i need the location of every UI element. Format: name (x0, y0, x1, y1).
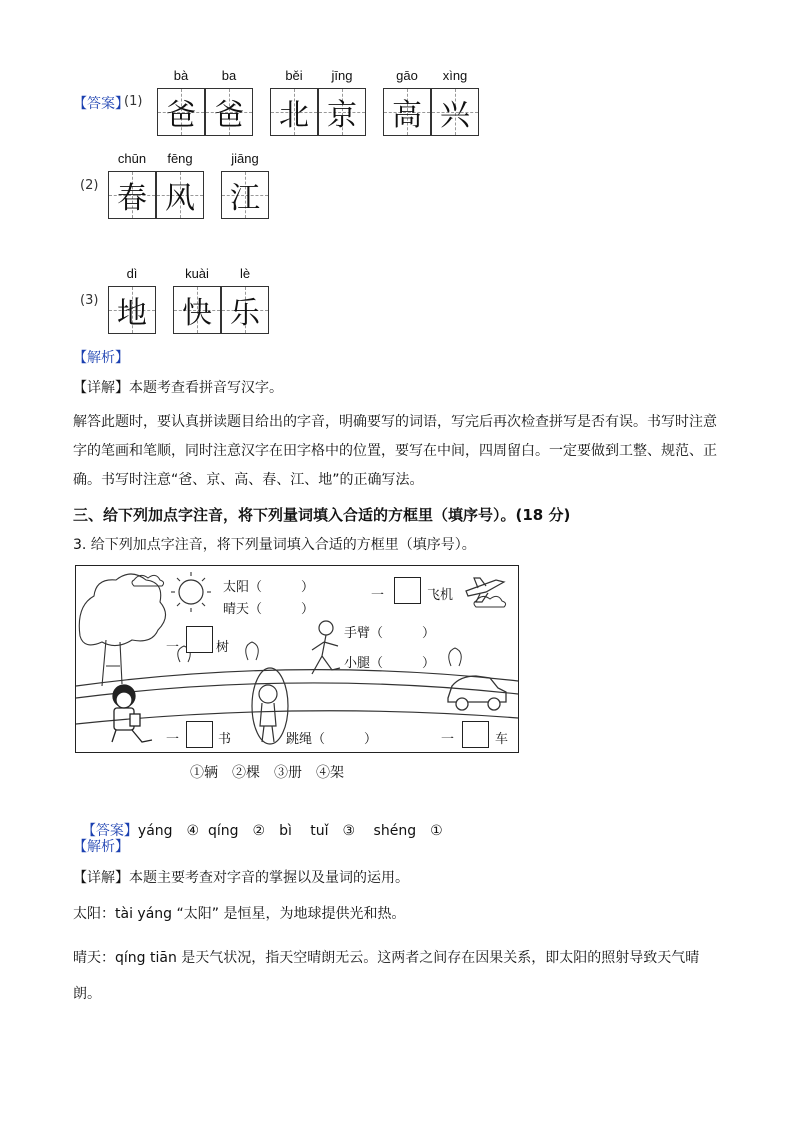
tianzige-cell (108, 171, 156, 219)
arm-label: 手臂（ ） (344, 626, 436, 641)
hanzi-char: 快 (182, 296, 212, 331)
q3-label: (3) (80, 293, 99, 308)
hanzi-char: 地 (117, 296, 147, 331)
pinyin-label: fēng (167, 151, 193, 166)
hanzi-char: 北 (279, 98, 309, 133)
pinyin-label: gāo (396, 68, 418, 83)
hanzi-char: 江 (230, 181, 260, 216)
hanzi-char: 乐 (230, 296, 260, 331)
pinyin-label: kuài (185, 266, 209, 281)
tianzige-cell (157, 88, 205, 136)
car-answer-box[interactable] (462, 721, 489, 748)
detail-tag-1: 【详解】 (73, 380, 129, 396)
pinyin-label: jīng (331, 68, 353, 83)
section-title: 三、给下列加点字注音，将下列量词填入合适的方框里（填序号）。(18 分) (73, 506, 571, 524)
question-3: 3. 给下列加点字注音，将下列量词填入合适的方框里（填序号）。 (73, 537, 476, 553)
tree-icon (79, 574, 165, 686)
rope-label: 跳绳（ ） (286, 732, 378, 747)
tianzige-cell (156, 171, 204, 219)
hanzi-char: 京 (327, 98, 357, 133)
q1-label: (1) (124, 94, 143, 109)
car-icon (448, 676, 506, 710)
one-plane: 一 (371, 588, 385, 603)
one-tree: 一 (166, 640, 180, 655)
pinyin-label: chūn (117, 151, 147, 166)
detail-text-1: 本题考查看拼音写汉字。 (129, 380, 283, 396)
one-book: 一 (166, 732, 180, 747)
scene-illustration (75, 565, 519, 753)
explanation-line-1: 太阳：tài yáng “太阳” 是恒星，为地球提供光和热。 (73, 906, 406, 922)
detail-line-1 (73, 378, 283, 398)
pinyin-label: lè (239, 266, 251, 281)
analysis-heading-1: 【解析】 (73, 350, 129, 366)
sun-label: 太阳（ ） (223, 580, 315, 595)
sun-icon (171, 572, 211, 612)
detail-line-2 (73, 868, 409, 888)
explanation-line-2: 晴天：qíng tiān 是天气状况，指天空晴朗无云。这两者之间存在因果关系，即太阳的照射导致天气晴朗。 (73, 950, 700, 1002)
hanzi-char: 爸 (166, 98, 196, 133)
measure-word-options: ①辆 ②棵 ③册 ④架 (190, 765, 344, 781)
girl-icon (252, 668, 288, 744)
tianzige-cell (221, 286, 269, 334)
tree-label: 树 (216, 640, 230, 655)
tianzige-cell (318, 88, 366, 136)
tianzige-cell (270, 88, 318, 136)
tianzige-cell (383, 88, 431, 136)
hanzi-char: 春 (117, 181, 147, 216)
book-answer-box[interactable] (186, 721, 213, 748)
one-car: 一 (441, 732, 455, 747)
hanzi-char: 高 (392, 98, 422, 133)
pinyin-label: bà (173, 68, 189, 83)
detail-text-2: 本题主要考查对字音的掌握以及量词的运用。 (129, 870, 409, 886)
pinyin-label: ba (221, 68, 237, 83)
plane-answer-box[interactable] (394, 577, 421, 604)
boy-icon (112, 685, 152, 742)
answer-tag-1: 【答案】 (73, 96, 129, 112)
tree-answer-box[interactable] (186, 626, 213, 653)
answer-tag-2: 【答案】 (81, 823, 138, 839)
tianzige-cell (221, 171, 269, 219)
pinyin-label: běi (285, 68, 303, 83)
book-label: 书 (218, 732, 232, 747)
runner-icon (312, 621, 340, 674)
plane-label: 飞机 (427, 588, 454, 603)
tianzige-cell (431, 88, 479, 136)
pinyin-label: xìng (442, 68, 468, 83)
hanzi-char: 兴 (440, 98, 470, 133)
tianzige-cell (108, 286, 156, 334)
analysis-body-1: 解答此题时，要认真拼读题目给出的字音，明确要写的词语，写完后再次检查拼写是否有误。书写时注意字的笔画和笔顺，同时注意汉字在田字格中的位置，要写在中间，四周留白。一定要做到工整、规范、正确。书写时注意“爸、京、高、春、江、地”的正确写法。 (73, 414, 717, 488)
detail-tag-2: 【详解】 (73, 870, 129, 886)
sunny-label: 晴天（ ） (223, 602, 315, 617)
tianzige-cell (205, 88, 253, 136)
hanzi-char: 爸 (214, 98, 244, 133)
answer-line-2 (73, 801, 443, 841)
car-label: 车 (495, 732, 509, 747)
pinyin-label: dì (126, 266, 138, 281)
hanzi-char: 风 (165, 181, 195, 216)
tianzige-cell (173, 286, 221, 334)
answer-text-2: yáng ④ qíng ② bì tuǐ ③ shéng ① (137, 823, 443, 839)
q2-label: (2) (80, 178, 99, 193)
analysis-heading-2: 【解析】 (73, 839, 129, 855)
pinyin-label: jiāng (231, 151, 259, 166)
leg-label: 小腿（ ） (344, 656, 436, 671)
airplane-icon (466, 578, 504, 602)
